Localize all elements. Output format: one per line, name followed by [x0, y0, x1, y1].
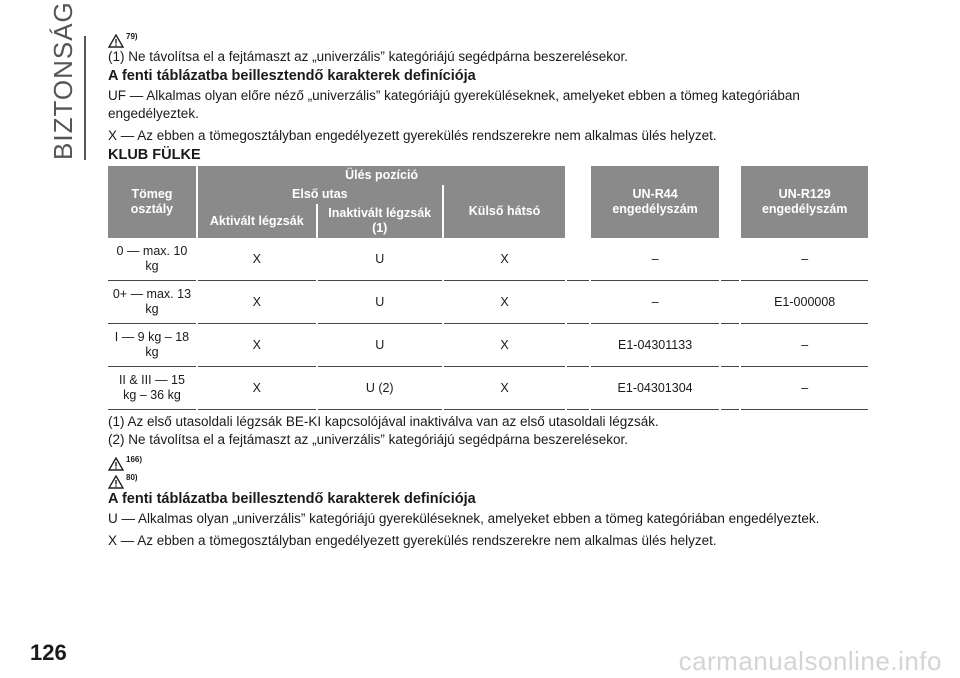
table-row	[108, 281, 868, 324]
cell-r129: –	[741, 238, 868, 281]
watermark: carmanualsonline.info	[678, 646, 942, 676]
cell-gap	[721, 238, 739, 281]
cell-gap	[721, 281, 739, 324]
col-r129: UN-R129 engedélyszám	[741, 166, 868, 238]
cell-gap	[721, 324, 739, 367]
warning-ref: 80)	[126, 473, 138, 482]
cell-r129: E1-000008	[741, 281, 868, 324]
page-number: 126	[30, 640, 67, 665]
cell-gap	[567, 324, 589, 367]
col-airbag-active: Aktivált légzsák	[198, 204, 316, 238]
footnote-1: (1) Az első utasoldali légzsák BE-KI kapcsolójával inaktiválva van az első utasoldali légzsák.	[108, 414, 659, 429]
header-gap	[567, 166, 589, 238]
col-rear-outer: Külső hátsó	[444, 185, 566, 238]
warning-ref: 79)	[126, 32, 138, 41]
definitions-heading: A fenti táblázatba beillesztendő karakterek definíciója	[108, 491, 476, 507]
cell-rear: X	[444, 324, 566, 367]
definition-uf: UF — Alkalmas olyan előre néző „univerzális” kategóriájú gyereküléseknek, amelyeket ebben a tömeg kategóriában engedélyeztek.	[108, 88, 800, 121]
cell-gap	[721, 367, 739, 410]
cell-rear: X	[444, 281, 566, 324]
definitions-heading: A fenti táblázatba beillesztendő karakterek definíciója	[108, 68, 476, 84]
cell-inactive: U	[318, 238, 442, 281]
warning-triangle-icon	[108, 457, 124, 471]
cell-rear: X	[444, 238, 566, 281]
cell-mass: I — 9 kg – 18 kg	[108, 324, 196, 367]
cell-active: X	[198, 367, 316, 410]
cell-r44: E1-04301304	[591, 367, 719, 410]
definition-x: X — Az ebben a tömegosztályban engedélyezett gyerekülés rendszerekre nem alkalmas ülés helyzet.	[108, 533, 717, 548]
top-note: (1) Ne távolítsa el a fejtámaszt az „univerzális” kategóriájú segédpárna beszerelésekor.	[108, 49, 629, 64]
cell-r129: –	[741, 324, 868, 367]
cell-inactive: U	[318, 324, 442, 367]
warning-ref: 166)	[126, 455, 143, 464]
col-airbag-inactive: Inaktivált légzsák (1)	[318, 204, 442, 238]
cell-active: X	[198, 238, 316, 281]
cell-r129: –	[741, 367, 868, 410]
table-row	[108, 367, 868, 410]
page-content	[108, 30, 868, 550]
cell-mass: II & III — 15 kg – 36 kg	[108, 367, 196, 410]
table-row	[108, 324, 868, 367]
col-mass: Tömeg osztály	[108, 166, 196, 238]
header-gap	[721, 166, 739, 238]
col-seat-position: Ülés pozíció	[198, 166, 565, 185]
cell-mass: 0+ — max. 13 kg	[108, 281, 196, 324]
cell-gap	[567, 367, 589, 410]
cell-active: X	[198, 281, 316, 324]
cell-rear: X	[444, 367, 566, 410]
table-row	[108, 238, 868, 281]
col-front-passenger: Első utas	[198, 185, 442, 204]
warning-marker	[108, 30, 868, 48]
cell-gap	[567, 238, 589, 281]
cell-r44: –	[591, 281, 719, 324]
cell-inactive: U	[318, 281, 442, 324]
cell-r44: E1-04301133	[591, 324, 719, 367]
warning-marker	[108, 471, 868, 489]
col-r44: UN-R44 engedélyszám	[591, 166, 719, 238]
section-tab-label: BIZTONSÁG	[48, 1, 78, 160]
definition-x: X — Az ebben a tömegosztályban engedélyezett gyerekülés rendszerekre nem alkalmas ülés helyzet.	[108, 128, 717, 143]
section-tab-divider	[84, 36, 86, 160]
cell-inactive: U (2)	[318, 367, 442, 410]
table-title: KLUB FÜLKE	[108, 147, 201, 163]
cell-gap	[567, 281, 589, 324]
definition-u: U — Alkalmas olyan „univerzális” kategóriájú gyereküléseknek, amelyeket ebben a tömeg kategóriában engedélyeztek.	[108, 511, 820, 526]
child-seat-table	[106, 166, 870, 410]
cell-mass: 0 — max. 10 kg	[108, 238, 196, 281]
cell-active: X	[198, 324, 316, 367]
warning-triangle-icon	[108, 34, 124, 48]
footnote-2: (2) Ne távolítsa el a fejtámaszt az „univerzális” kategóriájú segédpárna beszerelésekor.	[108, 432, 629, 447]
warning-marker	[108, 453, 868, 471]
cell-r44: –	[591, 238, 719, 281]
warning-triangle-icon	[108, 475, 124, 489]
